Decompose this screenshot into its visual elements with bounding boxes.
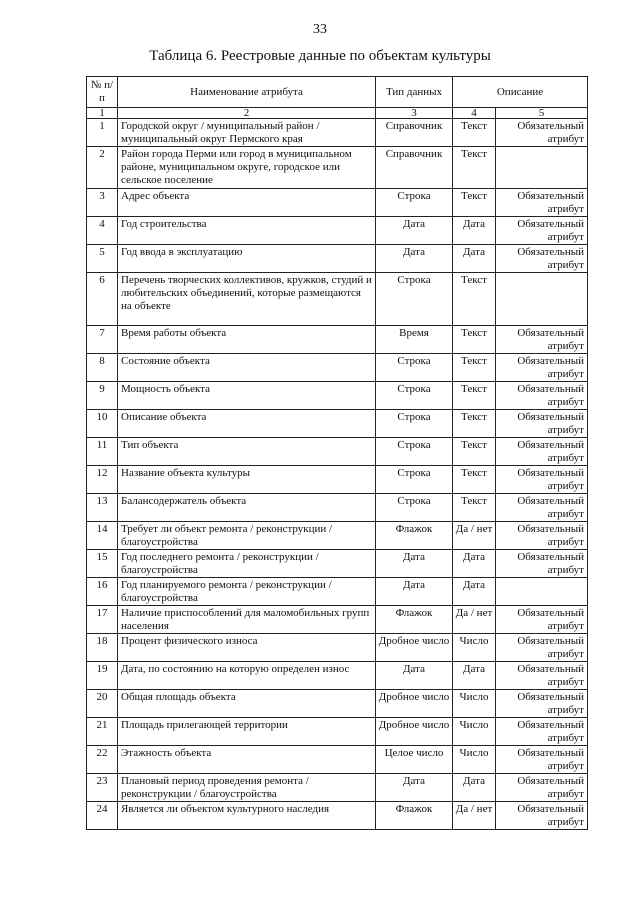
data-type: Строка [376,494,453,522]
table-row [87,662,588,690]
value-format: Да / нет [453,606,496,634]
data-type: Дробное число [376,718,453,746]
col-number: 4 [453,108,496,119]
description: Обязательный атрибут [496,217,588,245]
value-format: Текст [453,354,496,382]
table-row [87,578,588,606]
data-type: Дата [376,578,453,606]
row-number: 8 [87,354,118,382]
data-type: Строка [376,273,453,326]
value-format: Текст [453,326,496,354]
row-number: 15 [87,550,118,578]
value-format: Дата [453,774,496,802]
value-format: Текст [453,147,496,189]
header-num: № п/п [87,77,118,108]
description: Обязательный атрибут [496,634,588,662]
value-format: Число [453,690,496,718]
table-row [87,410,588,438]
description: Обязательный атрибут [496,354,588,382]
table-header-row [87,77,588,108]
value-format: Да / нет [453,802,496,830]
description: Обязательный атрибут [496,438,588,466]
attribute-name: Этажность объекта [118,746,376,774]
data-type: Дата [376,245,453,273]
attribute-name: Площадь прилегающей территории [118,718,376,746]
data-type: Дата [376,774,453,802]
attribute-name: Общая площадь объекта [118,690,376,718]
col-number: 2 [118,108,376,119]
table-row [87,438,588,466]
data-type: Дата [376,662,453,690]
value-format: Текст [453,494,496,522]
description: Обязательный атрибут [496,550,588,578]
data-type: Дата [376,217,453,245]
table-row [87,746,588,774]
description: Обязательный атрибут [496,522,588,550]
row-number: 7 [87,326,118,354]
data-type: Дата [376,550,453,578]
row-number: 17 [87,606,118,634]
attribute-name: Год планируемого ремонта / реконструкции / благоустройства [118,578,376,606]
table-row [87,119,588,147]
row-number: 19 [87,662,118,690]
description: Обязательный атрибут [496,494,588,522]
table-row [87,189,588,217]
row-number: 12 [87,466,118,494]
registry-table [86,76,588,830]
description: Обязательный атрибут [496,189,588,217]
description: Обязательный атрибут [496,690,588,718]
attribute-name: Название объекта культуры [118,466,376,494]
description [496,147,588,189]
table-row [87,273,588,326]
data-type: Строка [376,354,453,382]
table-row [87,634,588,662]
attribute-name: Тип объекта [118,438,376,466]
attribute-name: Городской округ / муниципальный район / муниципальный округ Пермского края [118,119,376,147]
row-number: 3 [87,189,118,217]
attribute-name: Адрес объекта [118,189,376,217]
data-type: Строка [376,189,453,217]
row-number: 1 [87,119,118,147]
description [496,273,588,326]
table-row [87,522,588,550]
data-type: Строка [376,382,453,410]
table-row [87,494,588,522]
table-row [87,147,588,189]
value-format: Текст [453,466,496,494]
col-number: 5 [496,108,588,119]
description: Обязательный атрибут [496,119,588,147]
value-format: Текст [453,119,496,147]
description [496,578,588,606]
col-number: 3 [376,108,453,119]
table-row [87,466,588,494]
row-number: 21 [87,718,118,746]
header-type: Тип данных [376,77,453,108]
table-row [87,606,588,634]
description: Обязательный атрибут [496,245,588,273]
col-number: 1 [87,108,118,119]
attribute-name: Район города Перми или город в муниципальном районе, муниципальном округе, городское или сельское поселение [118,147,376,189]
value-format: Текст [453,410,496,438]
data-type: Строка [376,410,453,438]
attribute-name: Наличие приспособлений для маломобильных групп населения [118,606,376,634]
row-number: 14 [87,522,118,550]
attribute-name: Плановый период проведения ремонта / реконструкции / благоустройства [118,774,376,802]
column-numbers-row [87,108,588,119]
attribute-name: Год ввода в эксплуатацию [118,245,376,273]
value-format: Текст [453,273,496,326]
description: Обязательный атрибут [496,382,588,410]
description: Обязательный атрибут [496,662,588,690]
data-type: Строка [376,438,453,466]
data-type: Флажок [376,522,453,550]
row-number: 2 [87,147,118,189]
data-type: Целое число [376,746,453,774]
row-number: 18 [87,634,118,662]
row-number: 22 [87,746,118,774]
value-format: Текст [453,438,496,466]
value-format: Дата [453,662,496,690]
table-row [87,550,588,578]
description: Обязательный атрибут [496,746,588,774]
table-row [87,354,588,382]
data-type: Строка [376,466,453,494]
data-type: Дробное число [376,634,453,662]
table-row [87,718,588,746]
data-type: Время [376,326,453,354]
attribute-name: Перечень творческих коллективов, кружков, студий и любительских объединений, которые размещаются на объекте [118,273,376,326]
value-format: Дата [453,245,496,273]
row-number: 24 [87,802,118,830]
data-type: Дробное число [376,690,453,718]
row-number: 10 [87,410,118,438]
attribute-name: Требует ли объект ремонта / реконструкции / благоустройства [118,522,376,550]
table-row [87,326,588,354]
page-number: 33 [313,22,327,37]
attribute-name: Состояние объекта [118,354,376,382]
attribute-name: Год последнего ремонта / реконструкции / благоустройства [118,550,376,578]
value-format: Текст [453,189,496,217]
data-type: Справочник [376,119,453,147]
attribute-name: Дата, по состоянию на которую определен износ [118,662,376,690]
attribute-name: Процент физического износа [118,634,376,662]
description: Обязательный атрибут [496,774,588,802]
row-number: 9 [87,382,118,410]
value-format: Да / нет [453,522,496,550]
table-row [87,382,588,410]
table-row [87,802,588,830]
attribute-name: Является ли объектом культурного наследия [118,802,376,830]
attribute-name: Балансодержатель объекта [118,494,376,522]
data-type: Флажок [376,802,453,830]
description: Обязательный атрибут [496,718,588,746]
row-number: 6 [87,273,118,326]
header-name: Наименование атрибута [118,77,376,108]
attribute-name: Описание объекта [118,410,376,438]
table-row [87,245,588,273]
value-format: Число [453,718,496,746]
attribute-name: Время работы объекта [118,326,376,354]
value-format: Дата [453,550,496,578]
description: Обязательный атрибут [496,326,588,354]
row-number: 23 [87,774,118,802]
row-number: 11 [87,438,118,466]
table-row [87,774,588,802]
table-row [87,690,588,718]
description: Обязательный атрибут [496,410,588,438]
value-format: Число [453,746,496,774]
row-number: 5 [87,245,118,273]
table-row [87,217,588,245]
value-format: Дата [453,217,496,245]
row-number: 16 [87,578,118,606]
description: Обязательный атрибут [496,802,588,830]
data-type: Флажок [376,606,453,634]
table-title: Таблица 6. Реестровые данные по объектам культуры [149,48,491,64]
row-number: 20 [87,690,118,718]
value-format: Число [453,634,496,662]
data-type: Справочник [376,147,453,189]
description: Обязательный атрибут [496,466,588,494]
row-number: 13 [87,494,118,522]
value-format: Дата [453,578,496,606]
header-desc: Описание [453,77,588,108]
attribute-name: Год строительства [118,217,376,245]
description: Обязательный атрибут [496,606,588,634]
row-number: 4 [87,217,118,245]
attribute-name: Мощность объекта [118,382,376,410]
value-format: Текст [453,382,496,410]
